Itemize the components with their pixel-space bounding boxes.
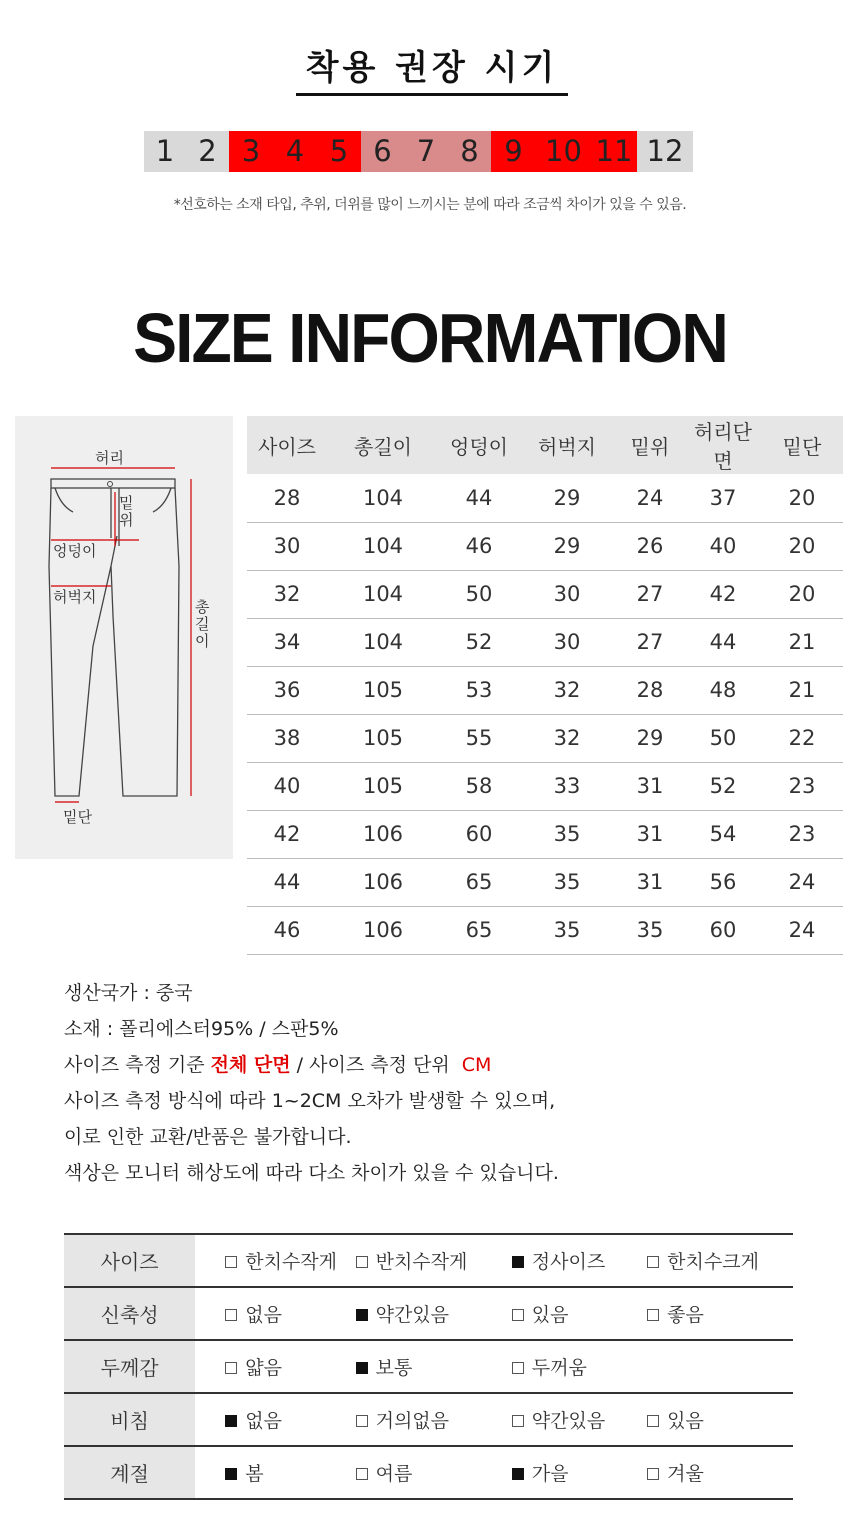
table-cell: 20 bbox=[761, 474, 843, 522]
table-cell: 104 bbox=[327, 618, 439, 666]
diagram-label-rise-1: 밑 bbox=[119, 494, 134, 512]
table-cell: 35 bbox=[615, 906, 685, 954]
unchecked-box-icon bbox=[225, 1362, 237, 1374]
attribute-option-cell bbox=[195, 1287, 355, 1340]
attribute-table bbox=[64, 1233, 793, 1500]
note-measure-prefix: 사이즈 측정 기준 bbox=[64, 1054, 211, 1076]
attribute-option-cell bbox=[195, 1234, 355, 1287]
diagram-label-length-3: 이 bbox=[195, 632, 210, 650]
attribute-option-label: 약간있음 bbox=[375, 1304, 450, 1326]
table-cell: 37 bbox=[685, 474, 761, 522]
attribute-option-label: 보통 bbox=[375, 1357, 413, 1379]
checked-box-icon bbox=[225, 1415, 237, 1427]
size-column-header: 밑단 bbox=[761, 416, 843, 474]
table-cell: 27 bbox=[615, 618, 685, 666]
attribute-option-cell bbox=[647, 1393, 793, 1446]
table-cell: 24 bbox=[615, 474, 685, 522]
table-cell: 60 bbox=[439, 810, 519, 858]
table-cell: 40 bbox=[685, 522, 761, 570]
table-cell: 65 bbox=[439, 906, 519, 954]
table-cell: 29 bbox=[519, 522, 615, 570]
table-cell: 44 bbox=[247, 858, 327, 906]
month-2: 2 bbox=[198, 134, 217, 168]
diagram-label-length bbox=[195, 598, 214, 650]
attribute-row bbox=[64, 1234, 793, 1287]
diagram-label-hem: 밑단 bbox=[63, 808, 92, 826]
month-10: 10 bbox=[545, 134, 582, 168]
table-cell: 21 bbox=[761, 666, 843, 714]
pants-diagram bbox=[15, 416, 233, 859]
table-cell: 22 bbox=[761, 714, 843, 762]
attribute-option-cell bbox=[512, 1446, 647, 1499]
table-cell: 33 bbox=[519, 762, 615, 810]
attribute-option-cell bbox=[356, 1287, 512, 1340]
unchecked-box-icon bbox=[225, 1256, 237, 1268]
table-cell: 24 bbox=[761, 906, 843, 954]
checked-box-icon bbox=[512, 1468, 524, 1480]
size-table-body bbox=[247, 474, 843, 954]
table-cell: 31 bbox=[615, 762, 685, 810]
table-cell: 106 bbox=[327, 810, 439, 858]
table-cell: 106 bbox=[327, 906, 439, 954]
table-cell: 27 bbox=[615, 570, 685, 618]
diagram-label-hip: 엉덩이 bbox=[53, 542, 97, 560]
attribute-row bbox=[64, 1287, 793, 1340]
table-row bbox=[247, 522, 843, 570]
table-cell: 32 bbox=[519, 714, 615, 762]
table-cell: 28 bbox=[247, 474, 327, 522]
table-cell: 46 bbox=[439, 522, 519, 570]
attribute-option-label: 없음 bbox=[245, 1304, 282, 1326]
attribute-row bbox=[64, 1340, 793, 1393]
table-row bbox=[247, 714, 843, 762]
table-cell: 48 bbox=[685, 666, 761, 714]
table-cell: 30 bbox=[519, 570, 615, 618]
table-cell: 105 bbox=[327, 666, 439, 714]
checked-box-icon bbox=[356, 1309, 368, 1321]
table-cell: 52 bbox=[685, 762, 761, 810]
attribute-option-cell bbox=[195, 1340, 355, 1393]
month-group bbox=[637, 131, 693, 172]
month-4: 4 bbox=[285, 134, 305, 168]
table-cell: 105 bbox=[327, 762, 439, 810]
attribute-option-cell bbox=[647, 1234, 793, 1287]
table-cell: 30 bbox=[247, 522, 327, 570]
season-note: *선호하는 소재 타입, 추위, 더위를 많이 느끼시는 분에 따라 조금씩 차이가 있을 수 있음. bbox=[173, 197, 687, 213]
month-group bbox=[229, 131, 361, 172]
unchecked-box-icon bbox=[356, 1256, 368, 1268]
attribute-option-label: 거의없음 bbox=[375, 1410, 450, 1432]
table-cell: 34 bbox=[247, 618, 327, 666]
month-group bbox=[144, 131, 229, 172]
table-cell: 21 bbox=[761, 618, 843, 666]
month-bar bbox=[144, 131, 707, 172]
size-column-header: 허벅지 bbox=[519, 416, 615, 474]
month-group bbox=[491, 131, 637, 172]
attribute-option-label: 얇음 bbox=[245, 1357, 282, 1379]
attribute-option-cell bbox=[356, 1340, 512, 1393]
table-cell: 24 bbox=[761, 858, 843, 906]
pants-outline bbox=[49, 479, 179, 796]
attribute-name: 비침 bbox=[64, 1393, 195, 1446]
attribute-name: 신축성 bbox=[64, 1287, 195, 1340]
attribute-option-label: 여름 bbox=[375, 1463, 413, 1485]
table-cell: 20 bbox=[761, 570, 843, 618]
diagram-label-rise bbox=[119, 494, 138, 529]
table-cell: 26 bbox=[615, 522, 685, 570]
attribute-option-cell bbox=[647, 1340, 793, 1393]
note-measure-unit: CM bbox=[461, 1054, 492, 1076]
table-cell: 44 bbox=[685, 618, 761, 666]
month-11: 11 bbox=[595, 134, 633, 168]
table-cell: 104 bbox=[327, 570, 439, 618]
table-row bbox=[247, 810, 843, 858]
season-title: 착용 권장 시기 bbox=[296, 40, 568, 96]
table-cell: 42 bbox=[247, 810, 327, 858]
attribute-option-cell bbox=[356, 1393, 512, 1446]
unchecked-box-icon bbox=[225, 1309, 237, 1321]
product-notes bbox=[64, 975, 824, 1191]
table-cell: 36 bbox=[247, 666, 327, 714]
table-cell: 40 bbox=[247, 762, 327, 810]
size-column-header: 허리단면 bbox=[685, 416, 761, 474]
size-table-header bbox=[247, 416, 843, 474]
size-info-heading: SIZE INFORMATION bbox=[133, 299, 727, 377]
unchecked-box-icon bbox=[356, 1415, 368, 1427]
unchecked-box-icon bbox=[647, 1415, 659, 1427]
month-group bbox=[361, 131, 491, 172]
diagram-label-length-2: 길 bbox=[195, 615, 210, 633]
table-cell: 50 bbox=[685, 714, 761, 762]
table-cell: 52 bbox=[439, 618, 519, 666]
table-row bbox=[247, 762, 843, 810]
attribute-option-cell bbox=[647, 1446, 793, 1499]
table-cell: 35 bbox=[519, 810, 615, 858]
attribute-name: 두께감 bbox=[64, 1340, 195, 1393]
note-origin: 생산국가 : 중국 bbox=[64, 982, 193, 1004]
table-cell: 35 bbox=[519, 906, 615, 954]
table-cell: 58 bbox=[439, 762, 519, 810]
checked-box-icon bbox=[356, 1362, 368, 1374]
table-cell: 56 bbox=[685, 858, 761, 906]
table-cell: 105 bbox=[327, 714, 439, 762]
attribute-name: 사이즈 bbox=[64, 1234, 195, 1287]
attribute-name: 계절 bbox=[64, 1446, 195, 1499]
month-5: 5 bbox=[329, 134, 349, 168]
table-cell: 46 bbox=[247, 906, 327, 954]
month-12: 12 bbox=[646, 134, 684, 168]
note-material: 소재 : 폴리에스터95% / 스판5% bbox=[64, 1018, 339, 1040]
attribute-option-cell bbox=[512, 1287, 647, 1340]
table-cell: 29 bbox=[519, 474, 615, 522]
attribute-option-label: 한치수작게 bbox=[245, 1251, 337, 1273]
note-no-return: 이로 인한 교환/반품은 불가합니다. bbox=[64, 1126, 352, 1148]
note-measure-basis: 전체 단면 bbox=[210, 1054, 291, 1076]
table-cell: 50 bbox=[439, 570, 519, 618]
attribute-option-label: 겨울 bbox=[667, 1463, 704, 1485]
table-cell: 53 bbox=[439, 666, 519, 714]
diagram-label-length-1: 총 bbox=[195, 598, 210, 616]
table-cell: 28 bbox=[615, 666, 685, 714]
attribute-option-label: 봄 bbox=[245, 1463, 264, 1485]
note-color: 색상은 모니터 해상도에 따라 다소 차이가 있을 수 있습니다. bbox=[64, 1162, 559, 1184]
attribute-option-label: 있음 bbox=[667, 1410, 704, 1432]
attribute-option-cell bbox=[195, 1393, 355, 1446]
button-icon bbox=[108, 482, 113, 487]
month-9: 9 bbox=[504, 134, 523, 168]
attribute-option-label: 좋음 bbox=[667, 1304, 704, 1326]
table-row bbox=[247, 858, 843, 906]
table-cell: 20 bbox=[761, 522, 843, 570]
table-cell: 60 bbox=[685, 906, 761, 954]
attribute-option-cell bbox=[512, 1340, 647, 1393]
checked-box-icon bbox=[512, 1256, 524, 1268]
table-cell: 106 bbox=[327, 858, 439, 906]
table-cell: 104 bbox=[327, 522, 439, 570]
table-cell: 35 bbox=[519, 858, 615, 906]
unchecked-box-icon bbox=[512, 1309, 524, 1321]
unchecked-box-icon bbox=[512, 1362, 524, 1374]
attribute-table-body bbox=[64, 1234, 793, 1499]
unchecked-box-icon bbox=[647, 1468, 659, 1480]
month-6: 6 bbox=[373, 134, 392, 168]
table-cell: 42 bbox=[685, 570, 761, 618]
table-cell: 44 bbox=[439, 474, 519, 522]
size-column-header: 총길이 bbox=[327, 416, 439, 474]
table-cell: 31 bbox=[615, 810, 685, 858]
table-cell: 104 bbox=[327, 474, 439, 522]
size-column-header: 밑위 bbox=[615, 416, 685, 474]
table-cell: 65 bbox=[439, 858, 519, 906]
month-3: 3 bbox=[241, 134, 261, 168]
size-column-header: 사이즈 bbox=[247, 416, 327, 474]
attribute-option-cell bbox=[647, 1287, 793, 1340]
table-cell: 55 bbox=[439, 714, 519, 762]
table-row bbox=[247, 618, 843, 666]
table-row bbox=[247, 666, 843, 714]
table-cell: 31 bbox=[615, 858, 685, 906]
month-8: 8 bbox=[460, 134, 479, 168]
month-1: 1 bbox=[155, 134, 175, 168]
attribute-option-label: 한치수크게 bbox=[667, 1251, 759, 1273]
diagram-label-thigh: 허벅지 bbox=[53, 588, 97, 606]
month-7: 7 bbox=[416, 134, 436, 168]
unchecked-box-icon bbox=[647, 1256, 659, 1268]
note-tolerance: 사이즈 측정 방식에 따라 1~2CM 오차가 발생할 수 있으며, bbox=[64, 1090, 556, 1112]
size-column-header: 엉덩이 bbox=[439, 416, 519, 474]
attribute-option-cell bbox=[356, 1234, 512, 1287]
attribute-option-cell bbox=[195, 1446, 355, 1499]
size-table bbox=[247, 416, 843, 955]
table-row bbox=[247, 906, 843, 954]
attribute-option-cell bbox=[512, 1234, 647, 1287]
table-cell: 32 bbox=[519, 666, 615, 714]
unchecked-box-icon bbox=[647, 1309, 659, 1321]
note-measure bbox=[64, 1047, 824, 1083]
unchecked-box-icon bbox=[356, 1468, 368, 1480]
table-cell: 23 bbox=[761, 810, 843, 858]
note-measure-mid: / 사이즈 측정 단위 bbox=[290, 1054, 462, 1076]
attribute-option-label: 약간있음 bbox=[531, 1410, 606, 1432]
attribute-option-cell bbox=[356, 1446, 512, 1499]
table-row bbox=[247, 570, 843, 618]
attribute-option-label: 두꺼움 bbox=[531, 1357, 587, 1379]
table-cell: 29 bbox=[615, 714, 685, 762]
attribute-option-label: 정사이즈 bbox=[531, 1251, 606, 1273]
attribute-option-cell bbox=[512, 1393, 647, 1446]
table-cell: 30 bbox=[519, 618, 615, 666]
attribute-option-label: 있음 bbox=[531, 1304, 569, 1326]
attribute-option-label: 없음 bbox=[245, 1410, 282, 1432]
diagram-label-waist: 허리 bbox=[95, 449, 124, 467]
table-row bbox=[247, 474, 843, 522]
table-cell: 38 bbox=[247, 714, 327, 762]
table-cell: 23 bbox=[761, 762, 843, 810]
table-cell: 54 bbox=[685, 810, 761, 858]
attribute-option-label: 반치수작게 bbox=[375, 1251, 468, 1273]
attribute-row bbox=[64, 1393, 793, 1446]
checked-box-icon bbox=[225, 1468, 237, 1480]
diagram-label-rise-2: 위 bbox=[119, 511, 134, 529]
unchecked-box-icon bbox=[512, 1415, 524, 1427]
table-cell: 32 bbox=[247, 570, 327, 618]
attribute-option-label: 가을 bbox=[531, 1463, 569, 1485]
attribute-row bbox=[64, 1446, 793, 1499]
